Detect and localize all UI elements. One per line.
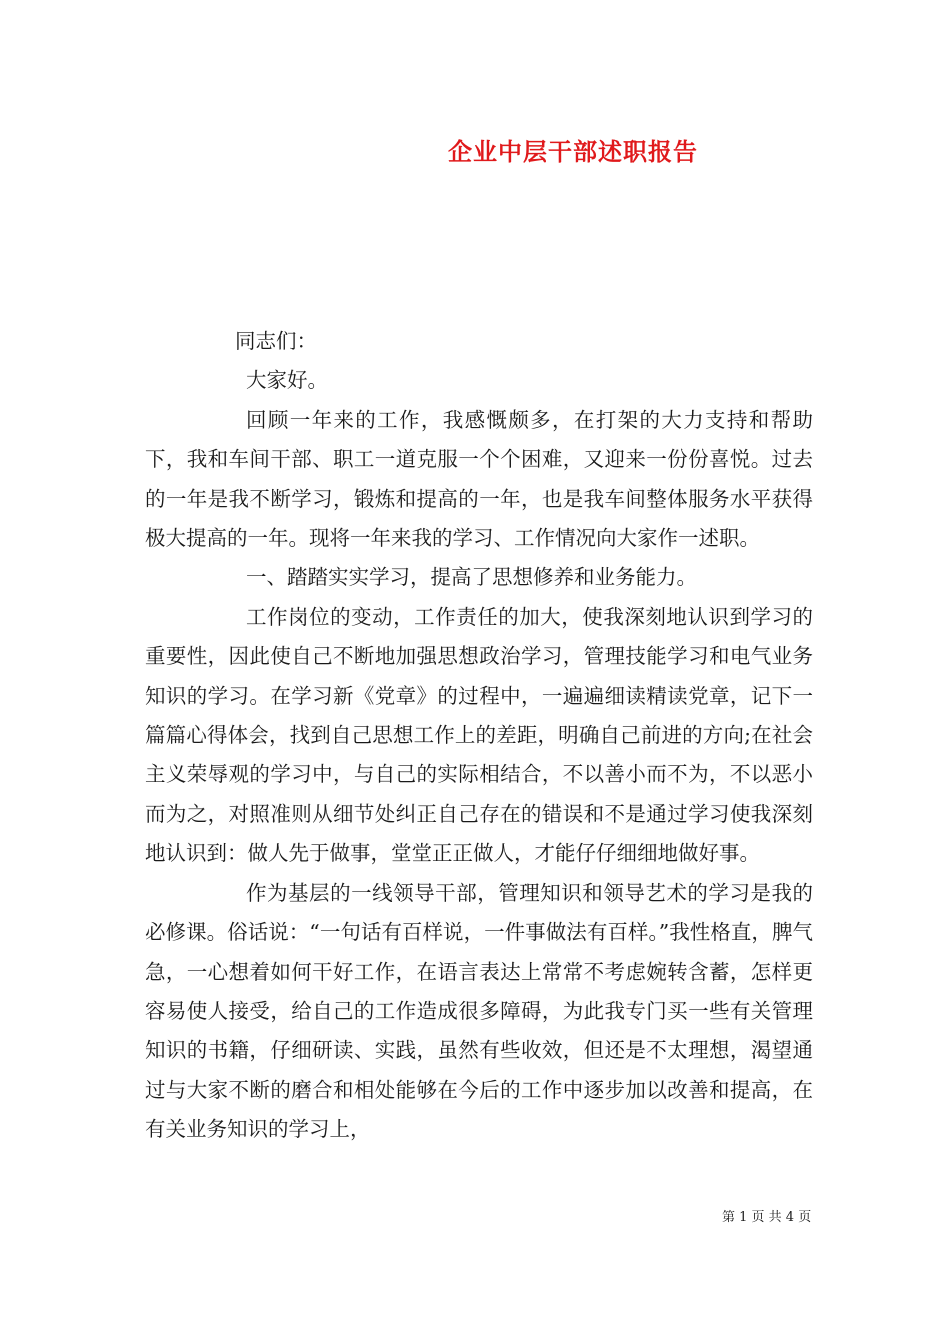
greeting: 大家好。 — [246, 368, 328, 393]
section-heading-study: 一、踏踏实实学习，提高了思想修养和业务能力。 — [246, 565, 697, 590]
paragraph-study: 工作岗位的变动，工作责任的加大，使我深刻地认识到学习的重要性，因此使自己不断地加强思想政治学习，管理技能学习和电气业务知识的学习。在学习新《党章》的过程中，一遍遍细读精读党章，记下一篇篇心得体会，找到自己思想工作上的差距，明确自己前进的方向;在社会主义荣辱观的学习中，与自己的实际相结合，不以善小而不为，不以恶小而为之，对照准则从细节处纠正自己存在的错误和不是通过学习使我深刻地认识到：做人先于做事，堂堂正正做人，才能仔仔细细地做好事。 — [145, 604, 813, 866]
paragraph-management: 作为基层的一线领导干部，管理知识和领导艺术的学习是我的必修课。俗话说：“一句话有百样说，一件事做法有百样。”我性格直，脾气急，一心想着如何干好工作，在语言表达上常常不考虑婉转含蓄，怎样更容易使人接受，给自己的工作造成很多障碍，为此我专门买一些有关管理知识的书籍，仔细研读、实践，虽然有些收效，但还是不太理想，渴望通过与大家不断的磨合和相处能够在今后的工作中逐步加以改善和提高，在有关业务知识的学习上， — [145, 880, 813, 1142]
document-body — [145, 322, 813, 1150]
salutation: 同志们： — [235, 329, 317, 353]
paragraph-review: 回顾一年来的工作，我感慨颇多，在打架的大力支持和帮助下，我和车间干部、职工一道克服一个个困难，又迎来一份份喜悦。过去的一年是我不断学习，锻炼和提高的一年，也是我车间整体服务水平获得极大提高的一年。现将一年来我的学习、工作情况向大家作一述职。 — [145, 407, 813, 551]
document-title: 企业中层干部述职报告 — [448, 137, 698, 166]
page-number: 第 1 页 共 4 页 — [722, 1210, 812, 1225]
